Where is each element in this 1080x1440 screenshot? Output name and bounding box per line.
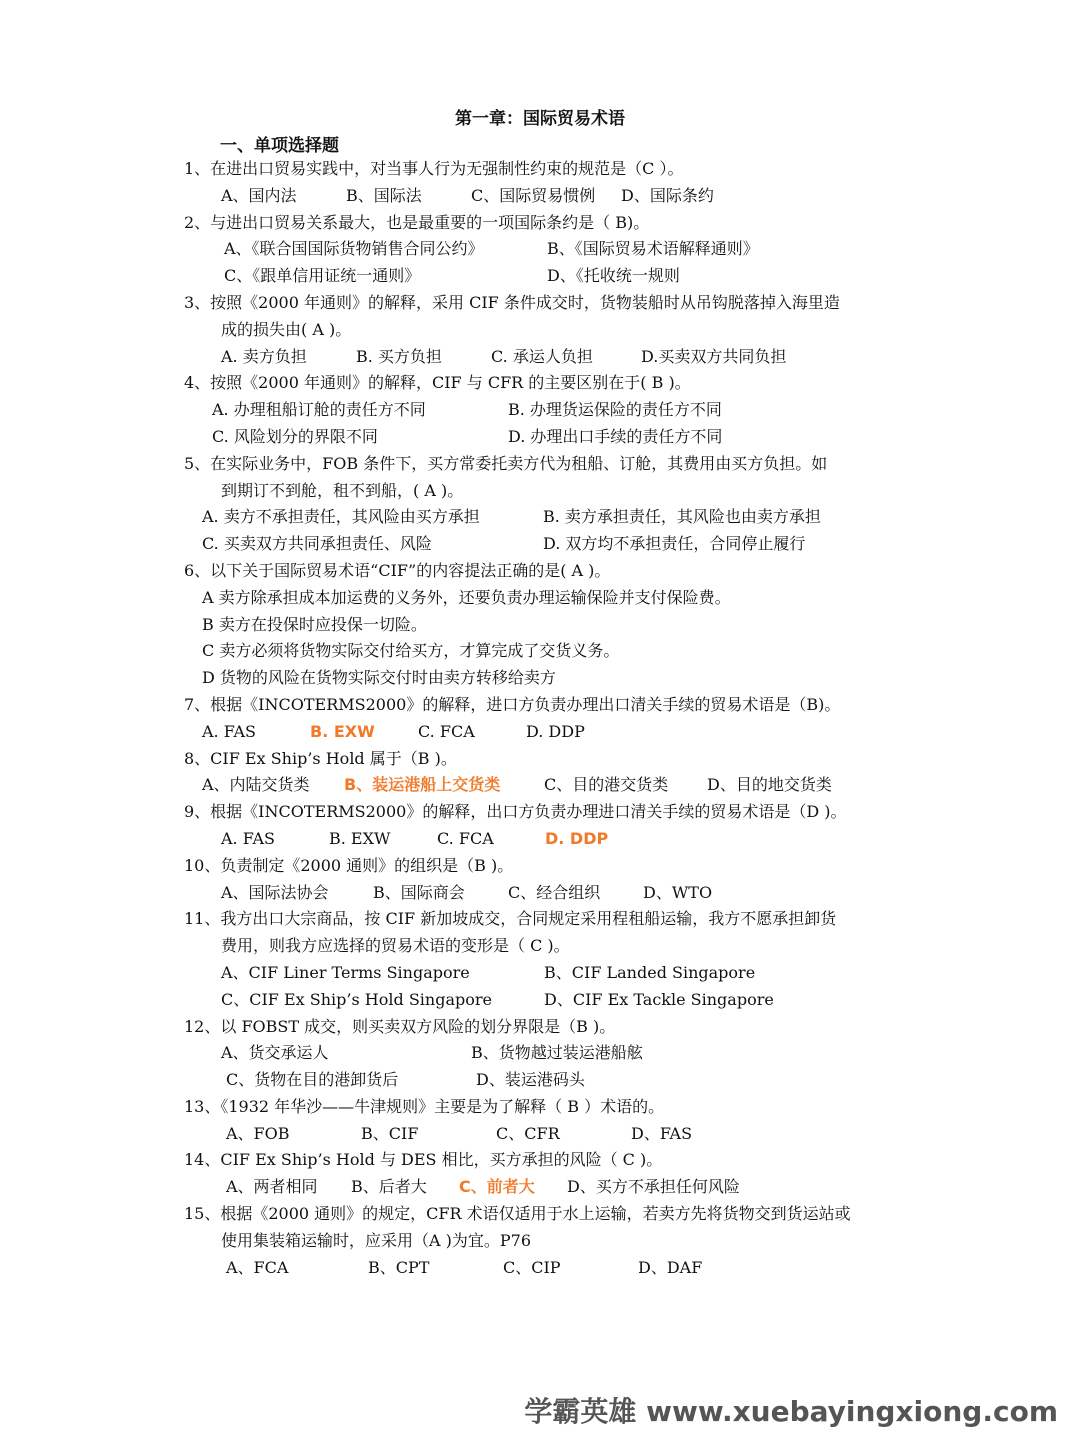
option-row [184,1040,924,1067]
question-text: 13、《1932 年华沙——牛津规则》主要是为了解释（ B ）术语的。 [184,1096,665,1116]
answer-option: C. 买卖双方共同承担责任、风险 [202,534,432,554]
answer-option: B 卖方在投保时应投保一切险。 [202,614,427,634]
option-row [184,638,924,665]
option-row [184,1255,924,1282]
question-text-continued: 费用，则我方应选择的贸易术语的变形是（ C )。 [221,936,570,956]
option-row [184,612,924,639]
option-row [184,772,924,799]
answer-option: D、买方不承担任何风险 [567,1177,740,1197]
option-row [184,424,924,451]
answer-option: B、货物越过装运港船舷 [471,1043,643,1063]
answer-option: B、后者大 [351,1177,427,1197]
option-row [184,960,924,987]
option-row [184,504,924,531]
answer-option: D、FAS [631,1123,693,1143]
answer-option: B. EXW [329,828,391,848]
answer-option: A、《联合国国际货物销售合同公约》 [224,239,484,259]
question-text: 10、负责制定《2000 通则》的组织是（B )。 [184,855,514,875]
option-row [184,880,924,907]
question-text: 3、按照《2000 年通则》的解释，采用 CIF 条件成交时，货物装船时从吊钩脱落掉入海里造 [184,292,840,312]
answer-option: D、《托收统一规则 [547,266,680,286]
option-row [184,344,924,371]
answer-option: A、国际法协会 [221,882,329,902]
answer-option: B、CIF [361,1123,419,1143]
answer-option: D. 办理出口手续的责任方不同 [508,426,723,446]
answer-option: C. 风险划分的界限不同 [212,426,378,446]
question-item [184,692,924,746]
answer-option: D、目的地交货类 [707,775,832,795]
option-row [184,1121,924,1148]
question-text-continued: 到期订不到舱，租不到船，( A )。 [221,480,464,500]
answer-option: A. 办理租船订舱的责任方不同 [212,400,426,420]
answer-option: B. 卖方承担责任，其风险也由卖方承担 [543,507,821,527]
question-text: 8、CIF Ex Ship’s Hold 属于（B )。 [184,748,457,768]
question-item [184,370,924,450]
answer-option: A、FOB [226,1123,290,1143]
question-item [184,451,924,558]
question-text: 7、根据《INCOTERMS2000》的解释，进口方负责办理出口清关手续的贸易术语是（B)。 [184,694,841,714]
answer-option: C. FCA [418,721,475,741]
question-item [184,210,924,290]
answer-option: B. 办理货运保险的责任方不同 [508,400,722,420]
answer-option: B. 买方负担 [356,346,442,366]
option-row [184,397,924,424]
answer-option-highlighted: B、装运港船上交货类 [344,775,501,795]
answer-option: D、CIF Ex Tackle Singapore [544,989,774,1009]
answer-option: A、CIF Liner Terms Singapore [221,962,470,982]
answer-option: A. 卖方不承担责任，其风险由买方承担 [202,507,480,527]
question-text: 14、CIF Ex Ship’s Hold 与 DES 相比，买方承担的风险（ C )。 [184,1150,663,1170]
answer-option: D、DAF [638,1257,703,1277]
answer-option: A、国内法 [221,185,297,205]
answer-option: C、CFR [496,1123,560,1143]
answer-option: B、CPT [368,1257,430,1277]
answer-option: C、国际贸易惯例 [471,185,596,205]
answer-option: A. FAS [202,721,256,741]
question-item [184,1014,924,1094]
answer-option: D、WTO [643,882,713,902]
question-text: 1、在进出口贸易实践中，对当事人行为无强制性约束的规范是（C ）。 [184,159,684,178]
answer-option: D、国际条约 [621,185,714,205]
answer-option: D、装运港码头 [476,1070,585,1090]
question-text: 4、按照《2000 年通则》的解释，CIF 与 CFR 的主要区别在于( B )。 [184,373,691,393]
question-text: 11、我方出口大宗商品，按 CIF 新加坡成交，合同规定采用程租船运输，我方不愿承担卸货 [184,909,837,929]
answer-option: A、内陆交货类 [202,775,310,795]
question-text: 6、以下关于国际贸易术语“CIF”的内容提法正确的是( A )。 [184,560,611,580]
answer-option: A 卖方除承担成本加运费的义务外，还要负责办理运输保险并支付保险费。 [202,587,731,607]
chapter-title: 第一章：国际贸易术语 [455,109,625,129]
answer-option: B、《国际贸易术语解释通则》 [547,239,759,259]
answer-option: A. 卖方负担 [221,346,307,366]
option-row [184,987,924,1014]
answer-option: B、国际法 [346,185,422,205]
answer-option-highlighted: D. DDP [545,828,609,848]
answer-option: A、货交承运人 [221,1043,329,1063]
question-text: 12、以 FOBST 成交，则买卖双方风险的划分界限是（B )。 [184,1016,616,1036]
answer-option: C、目的港交货类 [544,775,669,795]
question-text: 9、根据《INCOTERMS2000》的解释，出口方负责办理进口清关手续的贸易术语是（D )。 [184,802,847,822]
answer-option: C、CIP [503,1257,561,1277]
option-row [184,826,924,853]
question-item [184,1201,924,1281]
answer-option: D. 双方均不承担责任，合同停止履行 [543,534,806,554]
answer-option: A、FCA [226,1257,289,1277]
question-item [184,853,924,907]
option-row [184,183,924,210]
answer-option-highlighted: B. EXW [310,721,375,741]
answer-option: C 卖方必须将货物实际交付给买方，才算完成了交货义务。 [202,641,620,661]
site-watermark: 学霸英雄 www.xuebayingxiong.com [524,1395,1058,1428]
answer-option: D 货物的风险在货物实际交付时由卖方转移给卖方 [202,668,556,688]
answer-option-highlighted: C、前者大 [459,1177,535,1197]
option-row [184,665,924,692]
answer-option: C. FCA [437,828,494,848]
option-row [184,585,924,612]
question-text-continued: 成的损失由( A )。 [221,319,352,339]
section-heading: 一、单项选择题 [220,136,339,156]
question-text: 5、在实际业务中，FOB 条件下，买方常委托卖方代为租船、订舱，其费用由买方负担。如 [184,453,828,473]
question-list [184,156,924,1281]
question-item [184,799,924,853]
question-text: 2、与进出口贸易关系最大，也是最重要的一项国际条约是（ B)。 [184,212,650,232]
answer-option: B、国际商会 [373,882,465,902]
answer-option: C、《跟单信用证统一通则》 [224,266,421,286]
answer-option: C、CIF Ex Ship’s Hold Singapore [221,989,492,1009]
option-row [184,263,924,290]
question-item [184,156,924,210]
question-item [184,290,924,370]
question-item [184,558,924,692]
option-row [184,1174,924,1201]
question-item [184,906,924,1013]
answer-option: B、CIF Landed Singapore [544,962,756,982]
option-row [184,1067,924,1094]
answer-option: D.买卖双方共同负担 [641,346,787,366]
answer-option: A. FAS [221,828,275,848]
answer-option: D. DDP [526,721,585,741]
answer-option: C、经合组织 [508,882,601,902]
option-row [184,719,924,746]
question-item [184,1094,924,1148]
option-row [184,531,924,558]
question-text: 15、根据《2000 通则》的规定，CFR 术语仅适用于水上运输，若卖方先将货物交到货运站或 [184,1204,851,1224]
answer-option: C. 承运人负担 [491,346,593,366]
answer-option: A、两者相同 [226,1177,318,1197]
answer-option: C、货物在目的港卸货后 [226,1070,399,1090]
question-text-continued: 使用集装箱运输时，应采用（A )为宜。P76 [221,1230,532,1250]
question-item [184,746,924,800]
question-item [184,1147,924,1201]
option-row [184,236,924,263]
